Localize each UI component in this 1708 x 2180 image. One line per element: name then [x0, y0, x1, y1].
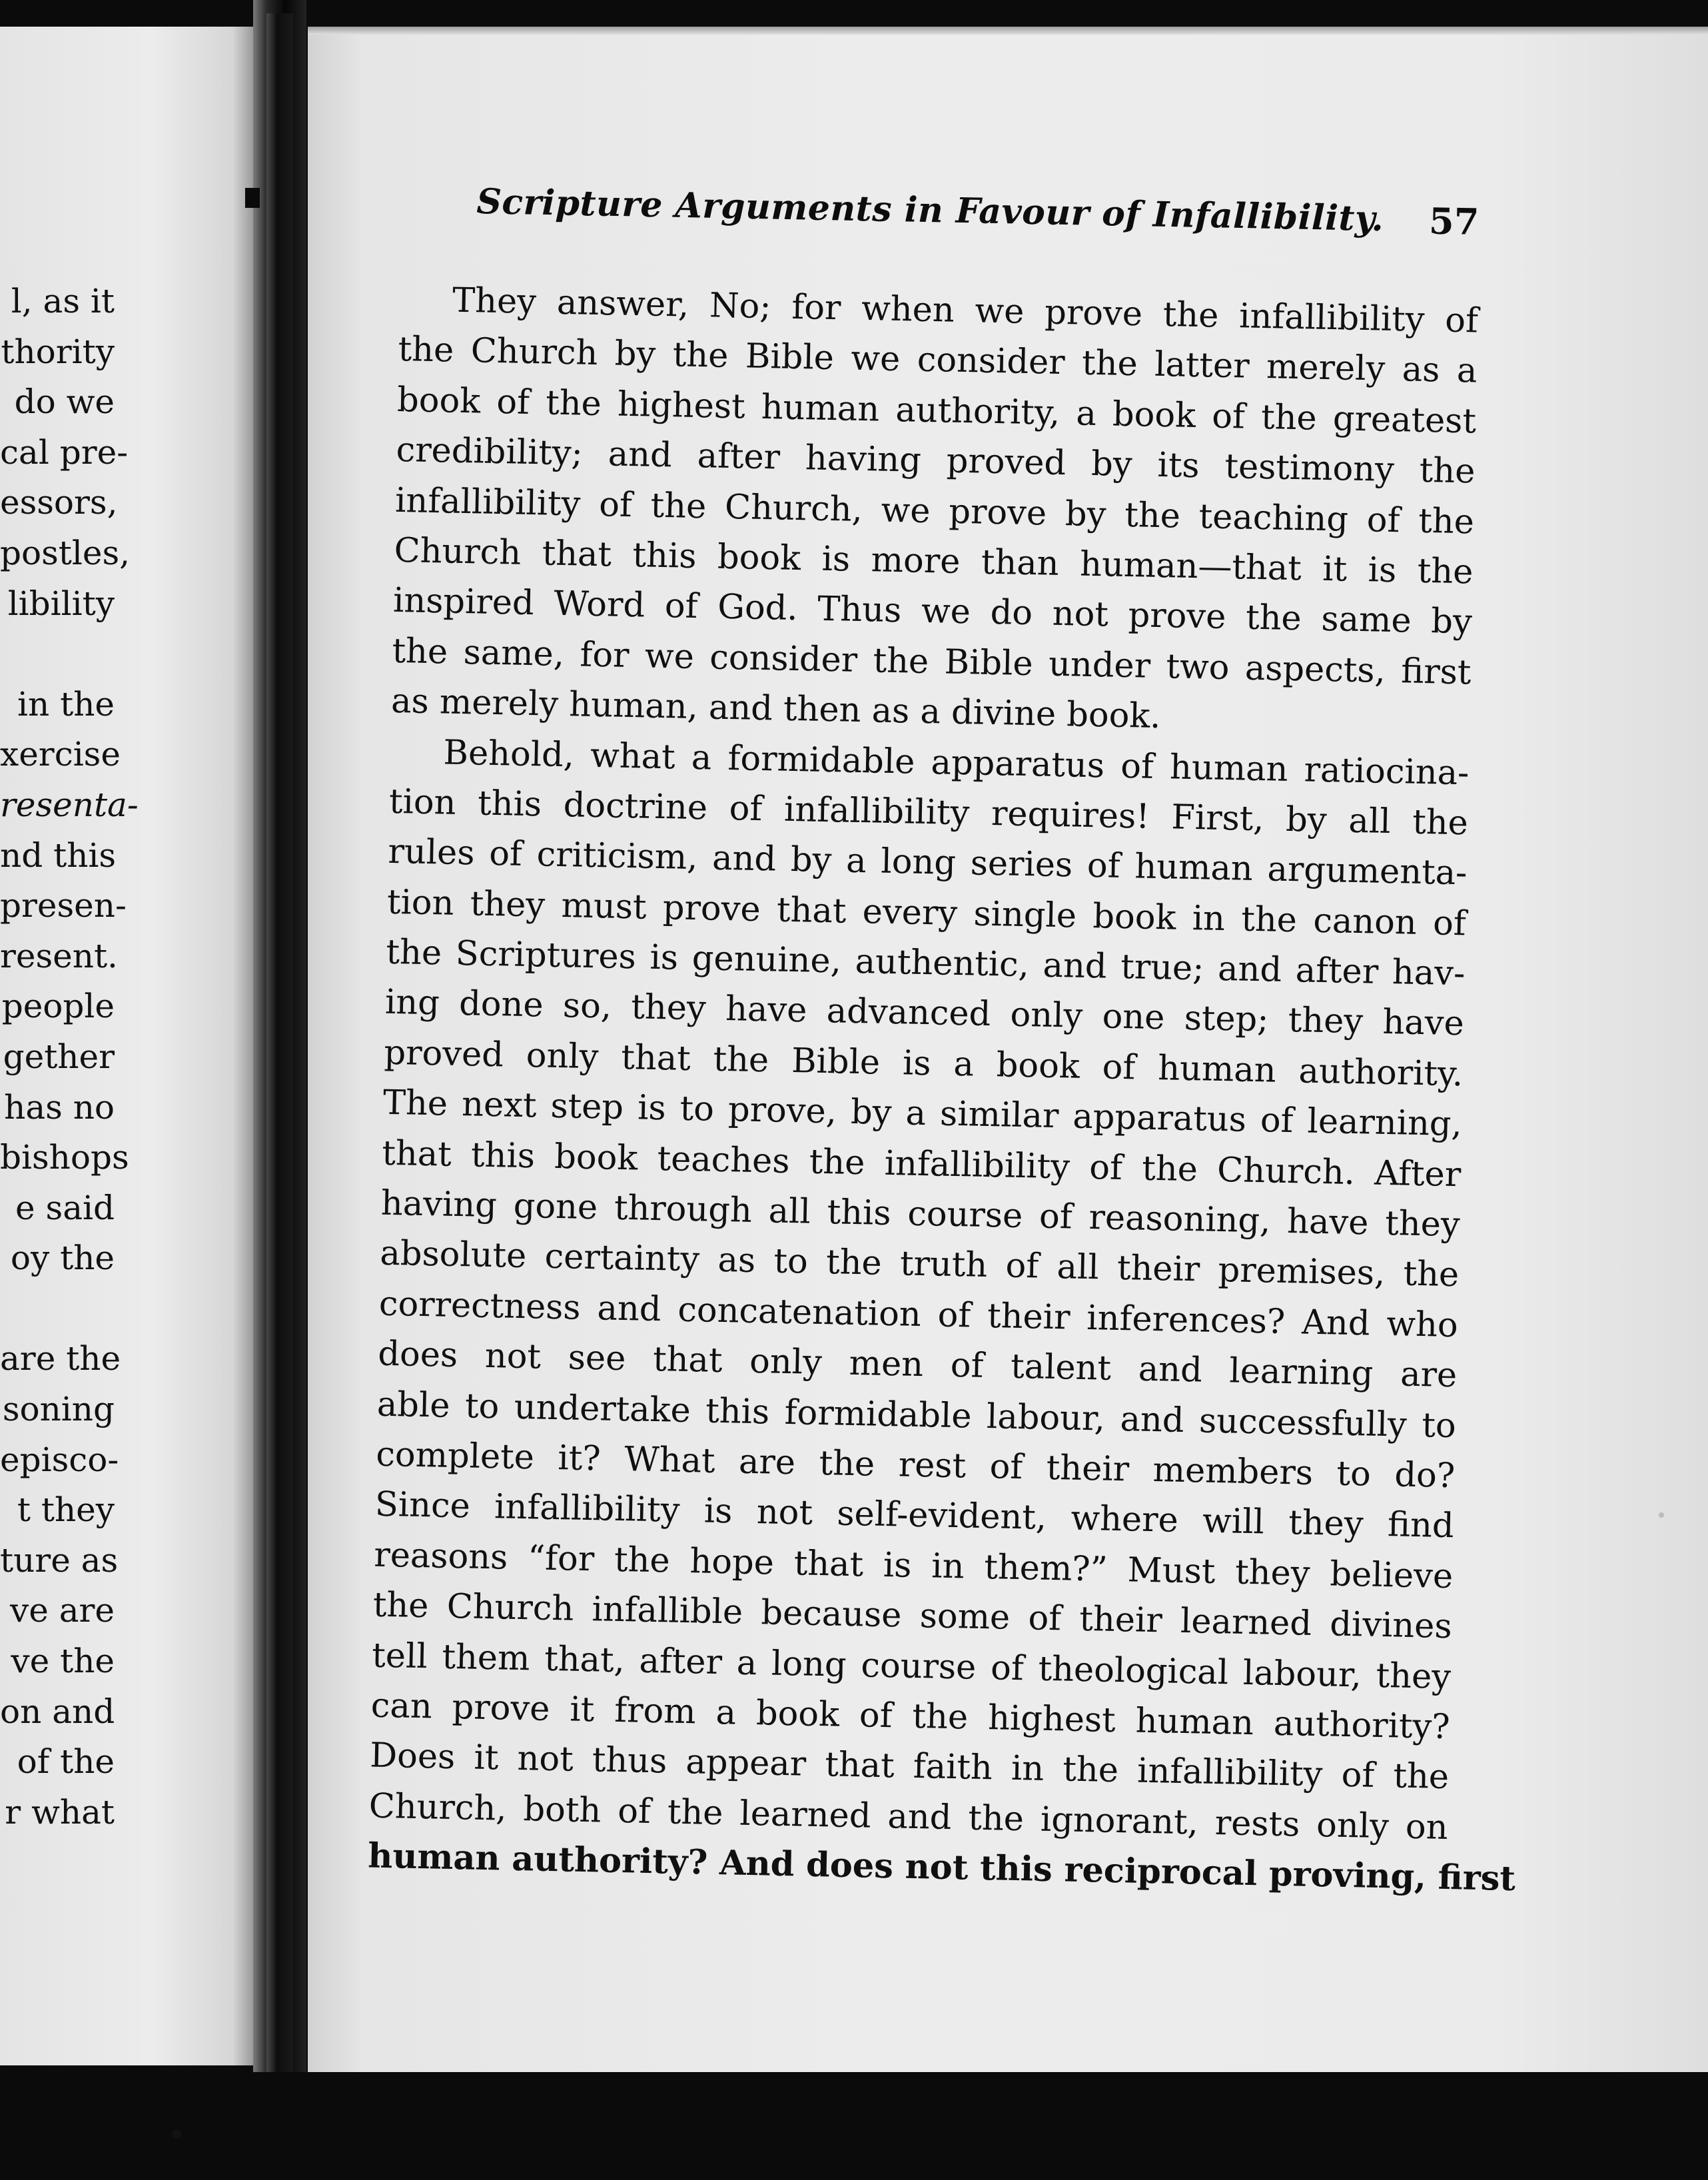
left-fragment-line: do we — [14, 382, 115, 422]
text-line: rules of criticism, and by a long series of human argumenta- — [388, 832, 1468, 893]
left-fragment-line: people — [1, 987, 115, 1026]
left-fragment-line: r what — [5, 1792, 115, 1832]
left-fragment-line — [0, 1284, 115, 1335]
text-line: absolute certainty as to the truth of all their premises, the — [379, 1234, 1460, 1295]
left-fragment-line: in the — [17, 684, 115, 724]
left-fragment-line: t they — [17, 1490, 115, 1530]
text-line: credibility; and after having proved by its testimony the — [396, 430, 1476, 492]
left-fragment-line: bishops — [0, 1138, 129, 1177]
left-fragment-line: ve are — [9, 1591, 115, 1630]
text-line: having gone through all this course of reasoning, have they — [380, 1183, 1461, 1245]
binding-mark — [245, 188, 260, 208]
scan-speck — [1659, 1512, 1664, 1518]
left-fragment-line: has no — [4, 1087, 115, 1127]
binding-shadow — [266, 13, 293, 2079]
left-facing-page — [0, 27, 253, 2065]
text-line: human authority? And does not this reciprocal proving, first — [367, 1836, 1516, 1900]
text-line: Church, both of the learned and the ignorant, rests only on — [368, 1786, 1449, 1848]
text-line: proved only that the Bible is a book of human authority. — [383, 1033, 1464, 1095]
text-line: that this book teaches the infallibility of the Church. After — [381, 1133, 1462, 1195]
left-fragment-line: l, as it — [11, 282, 115, 320]
text-line: the Church by the Bible we consider the latter merely as a — [398, 330, 1478, 391]
text-line: the Church infallible because some of their learned divines — [372, 1585, 1453, 1647]
text-line: inspired Word of God. Thus we do not prove the same by — [392, 581, 1473, 642]
left-fragment-line: soning — [2, 1390, 115, 1429]
left-fragment-line: ve the — [11, 1642, 115, 1681]
text-line: Since infallibility is not self-evident, where will they find — [374, 1485, 1455, 1546]
left-fragment-line: episco- — [0, 1440, 119, 1479]
page-number: 57 — [1428, 199, 1480, 243]
left-fragment-line: presen- — [0, 886, 127, 925]
left-fragment-line: libility — [7, 584, 115, 623]
left-fragment-line: thority — [1, 332, 115, 371]
left-fragment-line: resenta- — [0, 785, 139, 824]
scan-background-bottom — [0, 2072, 1708, 2180]
text-line: Church that this book is more than human—that it is the — [394, 530, 1474, 592]
left-page-text-fragments — [0, 276, 139, 1838]
page-top-edge — [308, 27, 1708, 35]
text-line: correctness and concatenation of their inferences? And who — [378, 1284, 1459, 1346]
left-fragment-line: nd this — [0, 835, 117, 875]
text-line: The next step is to prove, by a similar apparatus of learning, — [382, 1083, 1463, 1145]
text-line: ing done so, they have advanced only one step; they have — [384, 983, 1465, 1044]
text-line: tion they must prove that every single book in the canon of — [386, 882, 1467, 944]
text-line: tion this doctrine of infallibility requires! First, by all the — [388, 782, 1469, 843]
page-body-text — [367, 274, 1516, 1904]
text-line: able to undertake this formidable labour, and successfully to — [376, 1384, 1457, 1446]
left-fragment-line: essors, — [0, 483, 118, 522]
text-line: book of the highest human authority, a book of the greatest — [396, 380, 1477, 442]
left-fragment-line: ture as — [0, 1540, 119, 1580]
left-fragment-line: postles, — [0, 533, 130, 572]
text-line: can prove it from a book of the highest human authority? — [370, 1686, 1451, 1748]
text-line: infallibility of the Church, we prove by the teaching of the — [394, 480, 1475, 542]
text-line: They answer, No; for when we prove the infallibility of — [452, 280, 1479, 341]
left-fragment-line: of the — [17, 1742, 115, 1782]
text-line: as merely human, and then as a divine book. — [390, 682, 1162, 737]
scan-speck — [172, 2129, 181, 2139]
left-fragment-line: on and — [0, 1692, 115, 1731]
text-line: Behold, what a formidable apparatus of human ratiocina- — [443, 732, 1470, 793]
left-fragment-line: are the — [0, 1339, 121, 1378]
text-line: the same, for we consider the Bible under two aspects, first — [392, 631, 1472, 693]
text-line: does not see that only men of talent and learning are — [377, 1334, 1458, 1396]
text-line: tell them that, after a long course of theological labour, they — [371, 1636, 1452, 1697]
left-fragment-line: resent. — [0, 936, 118, 975]
text-line: reasons “for the hope that is in them?” Must they believe — [373, 1535, 1454, 1596]
left-fragment-line — [0, 629, 115, 680]
text-line: the Scriptures is genuine, authentic, and true; and after hav- — [385, 932, 1466, 994]
left-fragment-line: gether — [3, 1037, 115, 1076]
text-line: Does it not thus appear that faith in the infallibility of the — [369, 1736, 1450, 1798]
running-head: Scripture Arguments in Favour of Infallibility. — [476, 181, 1384, 240]
text-line: complete it? What are the rest of their members to do? — [375, 1434, 1456, 1496]
left-fragment-line: e said — [15, 1188, 115, 1227]
left-fragment-line: cal pre- — [0, 432, 129, 472]
left-fragment-line: oy the — [10, 1239, 115, 1278]
left-fragment-line: xercise — [0, 735, 121, 774]
